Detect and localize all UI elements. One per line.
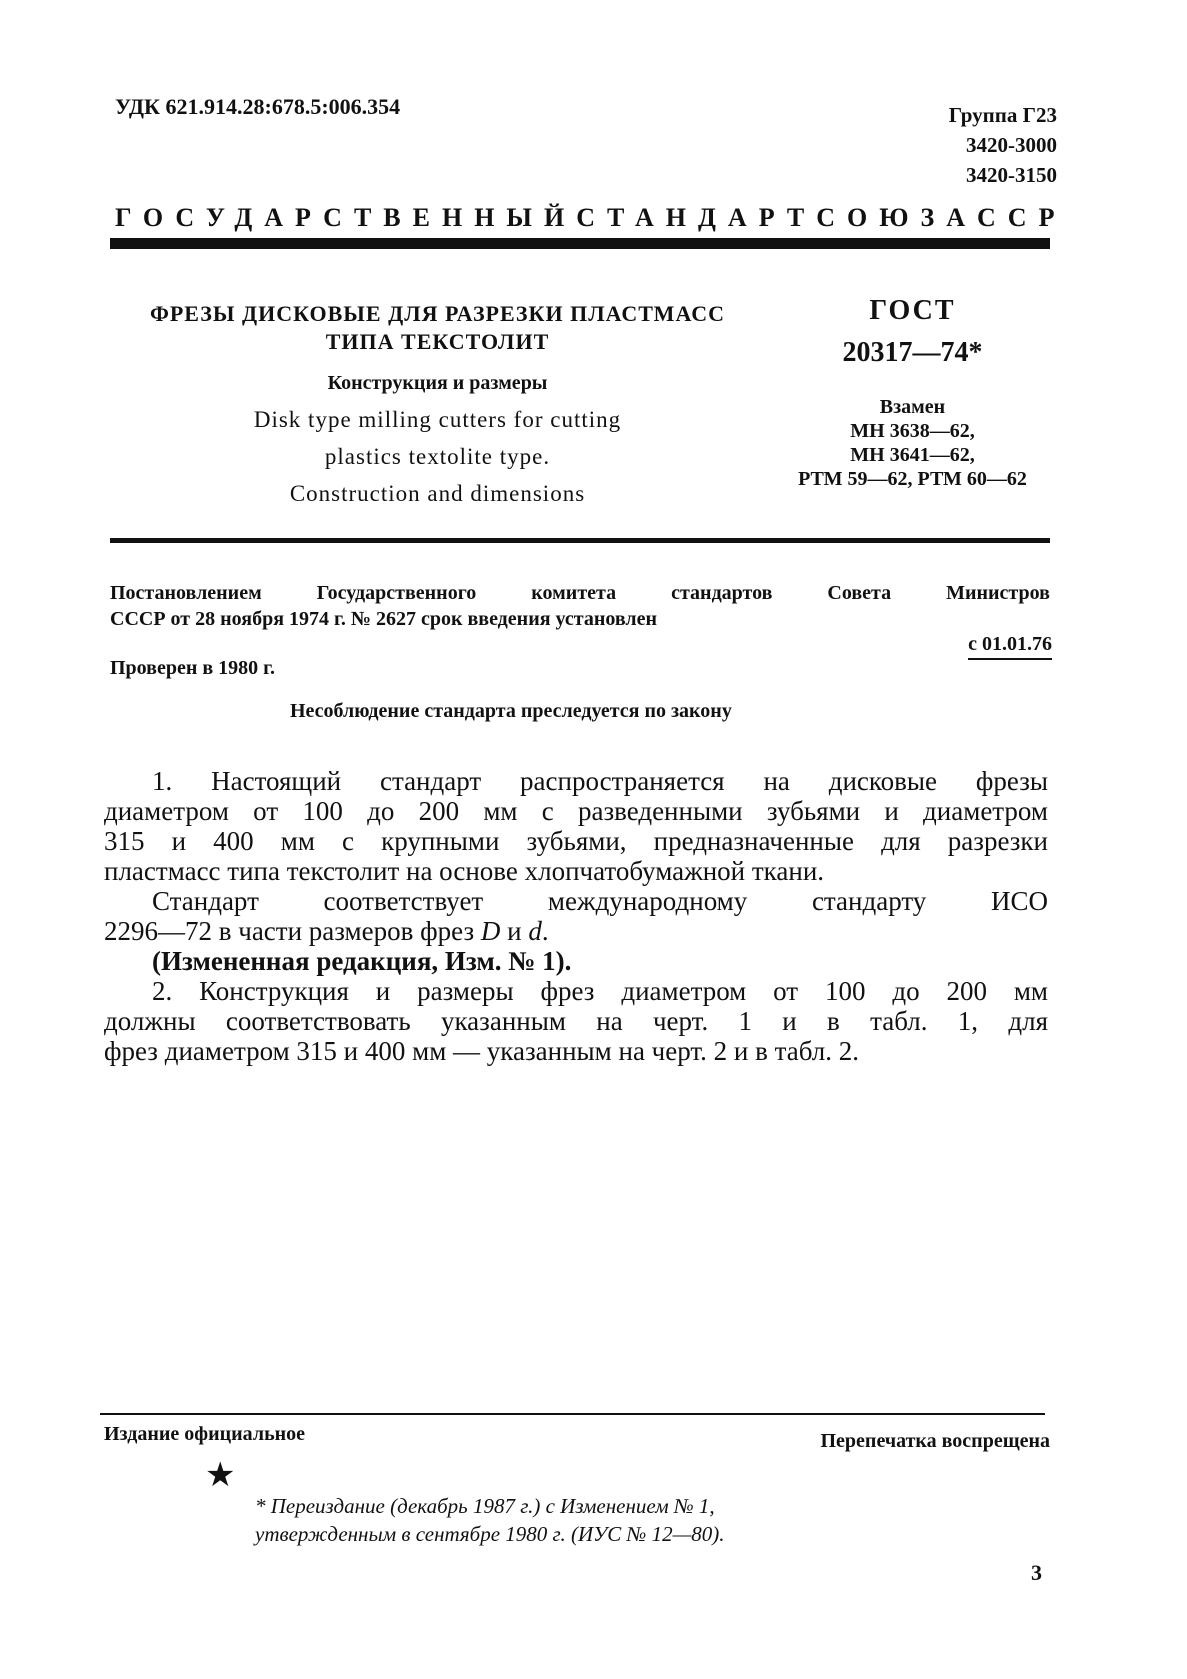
symbol-d: d bbox=[528, 916, 542, 946]
body-text bbox=[104, 766, 1048, 1066]
banner-word: СТАНДАРТ bbox=[576, 203, 817, 232]
banner-word: ССР bbox=[977, 203, 1067, 232]
decree-line-1 bbox=[110, 580, 1050, 606]
decree-word: стандартов bbox=[671, 582, 773, 604]
decree-word: Министров bbox=[946, 582, 1050, 604]
paragraph-line: фрез диаметром 315 и 400 мм — указанным на черт. 2 и в табл. 2. bbox=[104, 1036, 860, 1066]
banner-word: СОЮЗА bbox=[816, 203, 978, 232]
star-icon: ★ bbox=[205, 1457, 236, 1494]
period: . bbox=[541, 916, 549, 946]
gost-label: ГОСТ bbox=[869, 295, 956, 326]
replaces-label: Взамен bbox=[879, 396, 946, 418]
decree-word: Совета bbox=[827, 582, 892, 604]
effective-date: с 01.01.76 bbox=[968, 633, 1052, 660]
footnote-line: утвержденным в сентябре 1980 г. (ИУС № 12—80). bbox=[255, 1522, 725, 1546]
replaces-block bbox=[770, 395, 1055, 491]
decree-word: комитета bbox=[531, 582, 617, 604]
title-subtitle: Конструкция и размеры bbox=[327, 372, 548, 394]
paragraph-line: диаметром от 100 до 200 мм с разведенными зубьями и диаметром bbox=[104, 796, 1048, 826]
classification-block bbox=[949, 100, 1057, 190]
state-standard-banner bbox=[115, 203, 1067, 233]
title-en-line-2: plastics textolite type. bbox=[324, 444, 551, 469]
paragraph-line: пластмасс типа текстолит на основе хлопчатобумажной ткани. bbox=[104, 856, 825, 886]
banner-word: ГОСУДАРСТВЕННЫЙ bbox=[115, 203, 577, 232]
iso-text: 2296—72 в части размеров фрез bbox=[104, 916, 481, 946]
decree-word: Постановлением bbox=[110, 582, 262, 604]
checked-year: Проверен в 1980 г. bbox=[110, 657, 276, 679]
replaces-item: МН 3641—62, bbox=[850, 444, 975, 466]
gost-designation bbox=[770, 295, 1055, 491]
udk-code: УДК 621.914.28:678.5:006.354 bbox=[115, 94, 401, 119]
paragraph-line bbox=[104, 916, 1048, 946]
page-number: 3 bbox=[1031, 1560, 1042, 1585]
replaces-item: МН 3638—62, bbox=[850, 420, 975, 442]
title-ru-line-1: ФРЕЗЫ ДИСКОВЫЕ ДЛЯ РАЗРЕЗКИ ПЛАСТМАСС bbox=[149, 301, 726, 326]
reissue-footnote bbox=[255, 1492, 725, 1548]
footer-rule bbox=[100, 1413, 1045, 1415]
official-edition: Издание официальное bbox=[104, 1423, 306, 1445]
decree-word: Государственного bbox=[316, 582, 477, 604]
decree-line-2: СССР от 28 ноября 1974 г. № 2627 срок введения установлен bbox=[110, 608, 658, 630]
paragraph-line: 2. Конструкция и размеры фрез диаметром от 100 до 200 мм bbox=[152, 976, 1048, 1006]
footnote-line: * Переиздание (декабрь 1987 г.) с Изменением № 1, bbox=[255, 1494, 715, 1518]
reprint-prohibited: Перепечатка воспрещена bbox=[820, 1430, 1050, 1452]
document-title bbox=[110, 300, 765, 506]
decree-text bbox=[110, 580, 1050, 632]
classification-code-1: 3420-3000 bbox=[966, 133, 1057, 157]
paragraph-line: должны соответствовать указанным на черт. 1 и в табл. 1, для bbox=[104, 1006, 1048, 1036]
conjunction: и bbox=[500, 916, 529, 946]
paragraph-line: Стандарт соответствует международному стандарту ИСО bbox=[152, 886, 1048, 916]
gost-number: 20317—74* bbox=[842, 337, 983, 368]
legal-warning: Несоблюдение стандарта преследуется по закону bbox=[290, 700, 732, 722]
amendment-note: (Измененная редакция, Изм. № 1). bbox=[152, 946, 572, 976]
title-en-line-3: Construction and dimensions bbox=[289, 481, 586, 506]
title-rule bbox=[110, 538, 1050, 543]
title-ru-line-2: ТИПА ТЕКСТОЛИТ bbox=[325, 329, 550, 354]
classification-code-2: 3420-3150 bbox=[966, 163, 1057, 187]
group-label: Группа Г23 bbox=[948, 103, 1057, 127]
paragraph-line: 1. Настоящий стандарт распространяется на дисковые фрезы bbox=[152, 766, 1048, 796]
symbol-D: D bbox=[480, 916, 501, 946]
replaces-item: РТМ 59—62, РТМ 60—62 bbox=[798, 468, 1027, 490]
paragraph-line: 315 и 400 мм с крупными зубьями, предназначенные для разрезки bbox=[104, 826, 1048, 856]
header-rule bbox=[110, 238, 1050, 249]
title-en-line-1: Disk type milling cutters for cutting bbox=[253, 407, 622, 432]
